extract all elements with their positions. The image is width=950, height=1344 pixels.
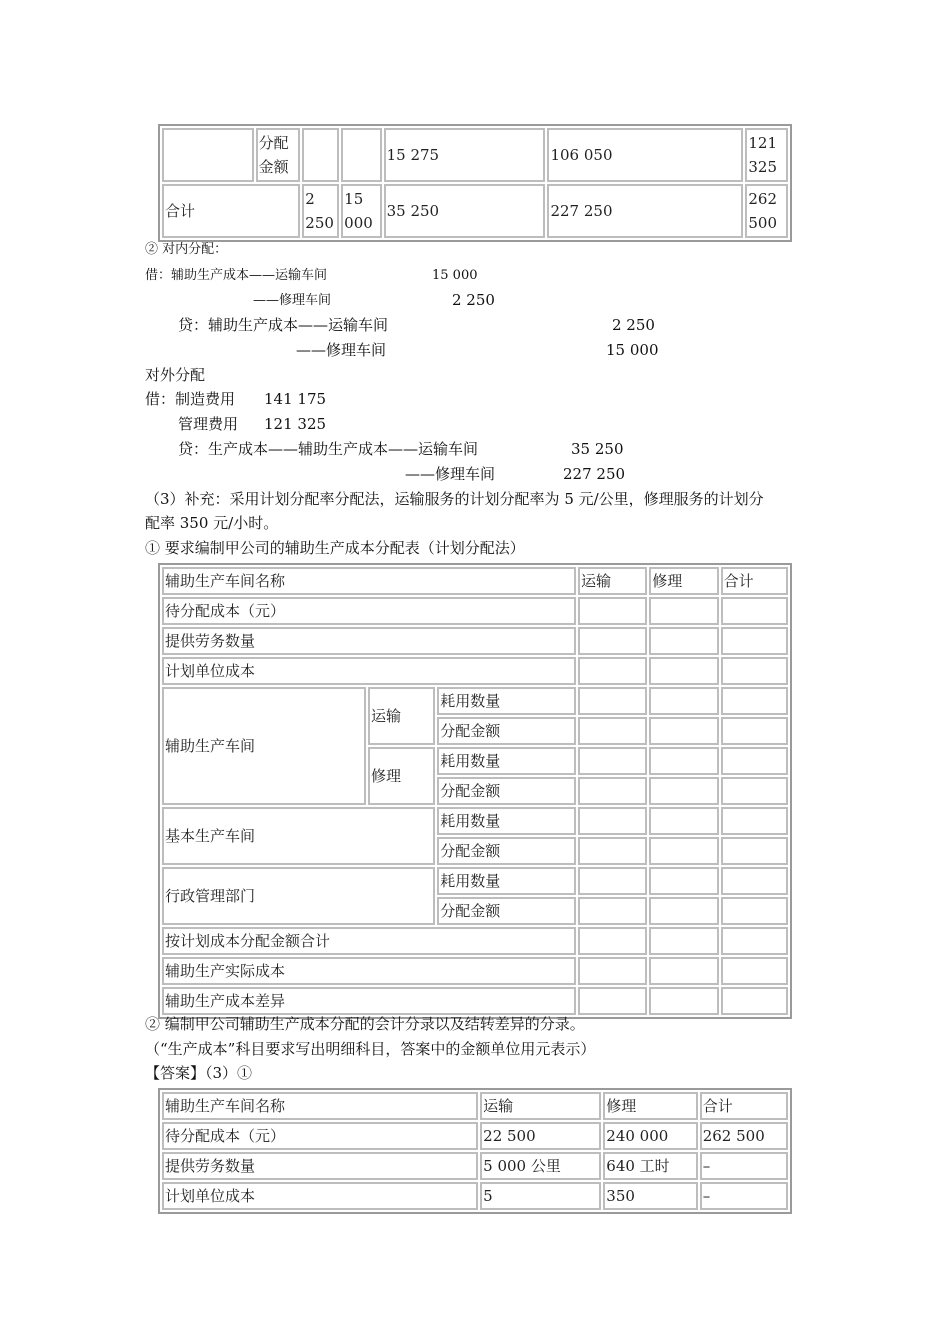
requirement-1: ① 要求编制甲公司的辅助生产成本分配表（计划分配法） — [145, 539, 525, 557]
row-label: 待分配成本（元） — [162, 597, 576, 625]
entry-amount: 2 250 — [612, 316, 655, 334]
header-name: 辅助生产车间名称 — [162, 567, 576, 595]
cell-total: – — [700, 1152, 788, 1180]
empty-cell — [721, 597, 788, 625]
cell-repair: 227 250 — [547, 184, 743, 238]
header-total: 合计 — [700, 1092, 788, 1120]
empty-cell — [721, 777, 788, 805]
empty-cell — [578, 597, 647, 625]
header-transport: 运输 — [578, 567, 647, 595]
entry-amount: 141 175 — [264, 390, 327, 408]
cell-total: 121 325 — [745, 128, 788, 182]
group-aux-workshop: 辅助生产车间 — [162, 687, 366, 805]
entry-amount: 2 250 — [452, 291, 495, 309]
answer-heading: 【答案】（3）① — [145, 1064, 253, 1082]
header-repair: 修理 — [603, 1092, 697, 1120]
empty-cell — [721, 987, 788, 1015]
entry-amount: 15 000 — [606, 341, 659, 359]
entry-text: 管理费用 — [178, 415, 239, 433]
entry-text: ——修理车间 — [253, 293, 332, 308]
empty-cell — [578, 897, 647, 925]
empty-cell — [578, 627, 647, 655]
cell-total: 262 500 — [700, 1122, 788, 1150]
header-repair: 修理 — [649, 567, 718, 595]
supplement-line: 配率 350 元/小时。 — [145, 514, 279, 532]
empty-cell — [649, 627, 718, 655]
answer-table — [158, 1088, 792, 1214]
empty-cell — [578, 927, 647, 955]
cell-total: 262 500 — [745, 184, 788, 238]
entry-text: 借：辅助生产成本——运输车间 — [145, 268, 328, 283]
external-heading: 对外分配 — [145, 366, 206, 384]
empty-cell — [578, 717, 647, 745]
cell-transport: 15 275 — [384, 128, 546, 182]
header-name: 辅助生产车间名称 — [162, 1092, 478, 1120]
sub-transport: 运输 — [368, 687, 435, 745]
cell: 2 250 — [302, 184, 339, 238]
row-label: 计划单位成本 — [162, 657, 576, 685]
alloc-label: 分配金额 — [437, 717, 576, 745]
empty-cell — [649, 867, 718, 895]
empty-cell — [578, 657, 647, 685]
empty-cell — [578, 867, 647, 895]
entry-text: 借：制造费用 — [145, 390, 236, 408]
cell-repair: 640 工时 — [603, 1152, 697, 1180]
cell — [302, 128, 339, 182]
empty-cell — [721, 837, 788, 865]
consume-label: 耗用数量 — [437, 867, 576, 895]
empty-cell — [649, 657, 718, 685]
alloc-label: 分配金额 — [437, 777, 576, 805]
empty-cell — [578, 957, 647, 985]
consume-label: 耗用数量 — [437, 747, 576, 775]
empty-cell — [649, 687, 718, 715]
consume-label: 耗用数量 — [437, 807, 576, 835]
requirement-2: ② 编制甲公司辅助生产成本分配的会计分录以及结转差异的分录。 — [145, 1015, 585, 1033]
alloc-label: 分配金额 — [437, 837, 576, 865]
empty-cell — [578, 987, 647, 1015]
empty-cell — [721, 957, 788, 985]
empty-cell — [578, 777, 647, 805]
empty-cell — [578, 687, 647, 715]
empty-cell — [649, 837, 718, 865]
note: （“生产成本”科目要求写出明细科目，答案中的金额单位用元表示） — [145, 1040, 596, 1058]
consume-label: 耗用数量 — [437, 687, 576, 715]
empty-cell — [649, 717, 718, 745]
empty-cell — [649, 747, 718, 775]
row-label: 提供劳务数量 — [162, 1152, 478, 1180]
cell-transport: 35 250 — [384, 184, 546, 238]
sub-repair: 修理 — [368, 747, 435, 805]
cell — [341, 128, 381, 182]
empty-cell — [649, 957, 718, 985]
cell-transport: 5 000 公里 — [480, 1152, 601, 1180]
row-label: 按计划成本分配金额合计 — [162, 927, 576, 955]
group-basic-workshop: 基本生产车间 — [162, 807, 435, 865]
empty-cell — [721, 927, 788, 955]
header-total: 合计 — [721, 567, 788, 595]
supplement-line: （3）补充：采用计划分配率分配法，运输服务的计划分配率为 5 元/公里，修理服务的计划分 — [145, 490, 764, 508]
entry-amount: 121 325 — [264, 415, 327, 433]
row-label-alloc-amount: 分配金额 — [256, 128, 301, 182]
empty-cell — [649, 987, 718, 1015]
empty-cell — [649, 927, 718, 955]
cell-repair: 350 — [603, 1182, 697, 1210]
cell-transport: 22 500 — [480, 1122, 601, 1150]
cell-repair: 240 000 — [603, 1122, 697, 1150]
empty-cell — [721, 747, 788, 775]
top-allocation-table — [158, 124, 792, 242]
alloc-label: 分配金额 — [437, 897, 576, 925]
row-label: 待分配成本（元） — [162, 1122, 478, 1150]
empty-cell — [721, 897, 788, 925]
entry-text: 贷：生产成本——辅助生产成本——运输车间 — [178, 440, 479, 458]
group-admin-dept: 行政管理部门 — [162, 867, 435, 925]
plan-allocation-table — [158, 563, 792, 1019]
row-label: 辅助生产成本差异 — [162, 987, 576, 1015]
cell-total: – — [700, 1182, 788, 1210]
cell: 15 000 — [341, 184, 381, 238]
entry-text: ——修理车间 — [405, 465, 496, 483]
empty-cell — [578, 837, 647, 865]
row-label: 辅助生产实际成本 — [162, 957, 576, 985]
empty-cell — [578, 807, 647, 835]
entry-amount: 35 250 — [571, 440, 624, 458]
empty-cell — [649, 777, 718, 805]
empty-cell — [721, 687, 788, 715]
header-transport: 运输 — [480, 1092, 601, 1120]
empty-cell — [721, 807, 788, 835]
entry-text: 贷：辅助生产成本——运输车间 — [178, 316, 389, 334]
entry-text: ——修理车间 — [296, 341, 387, 359]
row-label-total: 合计 — [162, 184, 300, 238]
empty-cell — [721, 657, 788, 685]
blank-cell — [162, 128, 254, 182]
cell-transport: 5 — [480, 1182, 601, 1210]
cell-repair: 106 050 — [547, 128, 743, 182]
internal-heading: ② 对内分配： — [145, 242, 228, 257]
entry-amount: 15 000 — [432, 268, 478, 283]
row-label: 提供劳务数量 — [162, 627, 576, 655]
row-label: 计划单位成本 — [162, 1182, 478, 1210]
empty-cell — [578, 747, 647, 775]
empty-cell — [649, 597, 718, 625]
entry-amount: 227 250 — [563, 465, 626, 483]
empty-cell — [721, 627, 788, 655]
empty-cell — [721, 867, 788, 895]
empty-cell — [721, 717, 788, 745]
empty-cell — [649, 807, 718, 835]
empty-cell — [649, 897, 718, 925]
